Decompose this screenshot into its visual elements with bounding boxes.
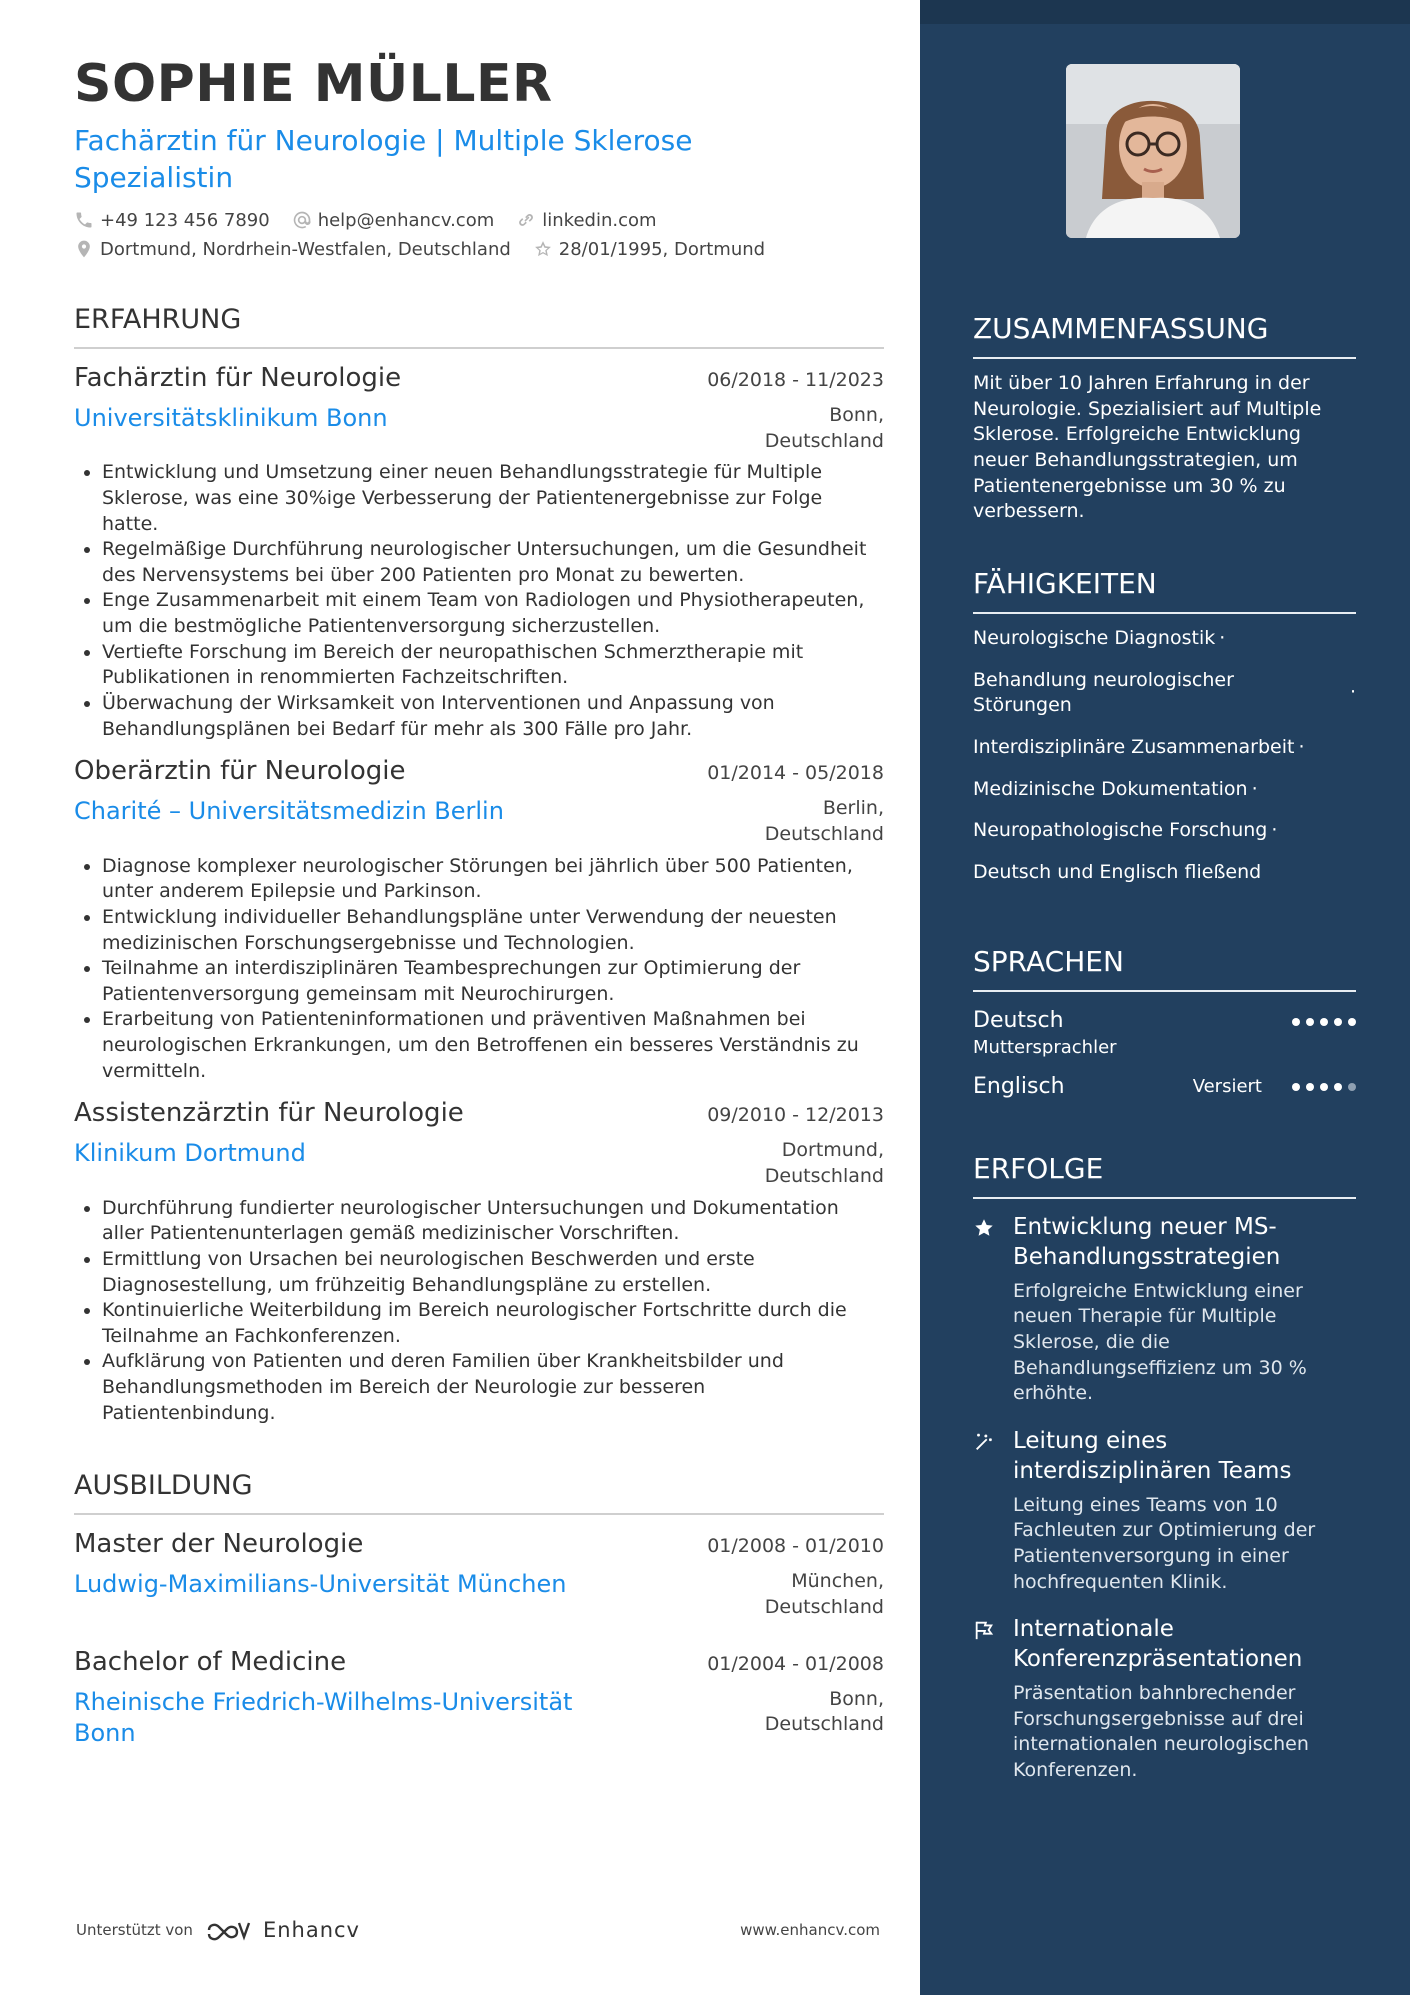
language-item [973,1074,1356,1099]
flag-icon [973,1619,995,1641]
skill-label: Neurologische Diagnostik [973,627,1216,649]
contact-info [74,210,884,260]
job-bullets [74,854,884,1085]
job-dates: 06/2018 - 11/2023 [707,368,884,391]
email-contact[interactable] [292,210,495,231]
location-pin-icon [74,239,94,259]
education-entry [74,1647,884,1749]
linkedin-link: linkedin.com [542,209,657,231]
avatar [1066,64,1240,238]
headline: Fachärztin für Neurologie | Multiple Sklerose Spezialistin [74,124,693,194]
achievement-desc: Präsentation bahnbrechender Forschungsergebnisse auf drei internationalen neurologischen Konferenzen. [1013,1682,1309,1782]
location-text: Dortmund, Nordrhein-Westfalen, Deutschland [100,238,511,260]
employer: Klinikum Dortmund [74,1139,306,1168]
bullet-item: • Durchführung fundierter neurologischer Untersuchungen und Dokumentation aller Patientenunterlagen gemäß medizinischer Vorschriften. [102,1196,884,1247]
bullet-item: • Erarbeitung von Patienteninformationen und präventiven Maßnahmen bei neurologischen Erkrankungen, um den Betroffenen ein besseres Verständnis zu vermitteln. [102,1007,884,1084]
job-title: Assistenzärztin für Neurologie [74,1098,464,1129]
languages-title: SPRACHEN [973,945,1356,992]
skill-item [973,626,1356,652]
skill-separator: · [1219,627,1226,649]
degree-title: Bachelor of Medicine [74,1646,347,1677]
bullet-item: • Teilnahme an interdisziplinären Teambesprechungen zur Optimierung der Patientenversorgung gemeinsam mit Neurochirurgen. [102,956,884,1007]
rating-dot-filled [1292,1083,1300,1091]
rating-dot-empty [1348,1083,1356,1091]
sidebar-top-bar [920,0,1410,24]
job-dates: 01/2014 - 05/2018 [707,762,884,785]
school-location: München, Deutschland [764,1570,884,1619]
rating-dot-filled [1306,1018,1314,1026]
language-name: Deutsch [973,1008,1064,1033]
achievement-item [973,1427,1356,1595]
school-location: Bonn, Deutschland [764,1687,884,1736]
brand-name: Enhancv [262,1918,360,1942]
bullet-item: • Aufklärung von Patienten und deren Familien über Krankheitsbilder und Behandlungsmethoden im Bereich der Neurologie zur besseren Patientenbindung. [102,1349,884,1426]
language-rating [1292,1083,1356,1091]
bullet-item: • Überwachung der Wirksamkeit von Interventionen und Anpassung von Behandlungsplänen bei Bedarf für mehr als 300 Fälle pro Jahr. [102,691,884,742]
skills-list [973,626,1356,885]
language-level: Versiert [1192,1076,1262,1097]
employer: Universitätsklinikum Bonn [74,403,388,432]
education-entry [74,1529,884,1620]
degree-title: Master der Neurologie [74,1529,364,1560]
language-level: Muttersprachler [973,1037,1117,1058]
linkedin-contact[interactable] [516,210,656,231]
candidate-name: SOPHIE MÜLLER [74,54,553,114]
skill-item [973,818,1356,844]
powered-by-label: Unterstützt von [76,1921,193,1939]
rating-dot-filled [1306,1083,1314,1091]
experience-entry [74,1098,884,1426]
bullet-item: • Regelmäßige Durchführung neurologischer Untersuchungen, um die Gesundheit des Nervensystems bei über 200 Patienten pro Monat zu bewerten. [102,537,884,588]
achievement-title: Entwicklung neuer MS-Behandlungsstrategien [1013,1214,1281,1270]
job-location: Dortmund, Deutschland [764,1139,884,1187]
bullet-item: • Vertiefte Forschung im Bereich der neuropathischen Schmerztherapie mit Publikationen in renommierten Fachzeitschriften. [102,640,884,691]
experience-title: ERFAHRUNG [74,304,884,349]
bullet-item: • Enge Zusammenarbeit mit einem Team von Radiologen und Physiotherapeuten, um die bestmögliche Patientenversorgung sicherzustellen. [102,588,884,639]
website-link[interactable]: www.enhancv.com [740,1921,880,1939]
bullet-item: • Entwicklung individueller Behandlungspläne unter Verwendung der neuesten medizinischen Forschungsergebnisse und Technologien. [102,905,884,956]
achievement-title: Internationale Konferenzpräsentationen [1013,1616,1303,1673]
main-column [74,56,884,1749]
skills-section [973,567,1356,901]
education-title: AUSBILDUNG [74,1470,884,1515]
bullet-item: • Ermittlung von Ursachen bei neurologischen Beschwerden und erste Diagnosestellung, um frühzeitig Behandlungspläne zu erstellen. [102,1247,884,1298]
employer: Charité – Universitätsmedizin Berlin [74,797,504,826]
profile-photo [1066,64,1240,238]
skill-label: Neuropathologische Forschung [973,819,1268,842]
bullet-item: • Entwicklung und Umsetzung einer neuen Behandlungsstrategie für Multiple Sklerose, was eine 30%ige Verbesserung der Patientenergebnisse zur Folge hatte. [102,460,884,537]
rating-dot-filled [1348,1018,1356,1026]
rating-dot-filled [1334,1083,1342,1091]
birth-contact [533,239,765,260]
skill-item [973,777,1356,803]
achievements-section [973,1152,1356,1784]
achievement-title: Leitung eines interdisziplinären Teams [1013,1427,1292,1484]
skills-title: FÄHIGKEITEN [973,567,1356,614]
job-title: Oberärztin für Neurologie [74,756,406,787]
languages-section [973,945,1356,1099]
skill-label: Deutsch und Englisch fließend [973,860,1262,883]
location-contact [74,239,511,260]
achievement-desc: Leitung eines Teams von 10 Fachleuten zur Optimierung der Patientenversorgung in einer hochfrequenten Klinik. [1013,1493,1316,1593]
star-icon [973,1217,995,1239]
education-section [74,1470,884,1749]
language-name: Englisch [973,1074,1065,1099]
skill-separator: · [1271,819,1278,842]
rating-dot-filled [1292,1018,1300,1026]
skill-item [973,735,1356,761]
phone-icon [74,210,94,230]
skill-label: Behandlung neurologischer Störungen [973,668,1234,717]
rating-dot-filled [1320,1018,1328,1026]
experience-entry [74,756,884,1084]
achievement-desc: Erfolgreiche Entwicklung einer neuen Therapie für Multiple Sklerose, die die Behandlungseffizienz um 30 % erhöhte. [1013,1279,1307,1405]
summary-section [973,312,1356,525]
skill-label: Medizinische Dokumentation [973,777,1248,800]
skill-item [973,668,1356,719]
link-icon [516,210,536,230]
at-icon [292,210,312,230]
education-dates: 01/2004 - 01/2008 [707,1652,884,1675]
achievement-item [973,1213,1356,1407]
achievement-item [973,1615,1356,1783]
job-bullets [74,1196,884,1427]
language-item [973,1008,1356,1058]
summary-title: ZUSAMMENFASSUNG [973,312,1356,359]
phone-contact[interactable] [74,210,270,231]
skill-label: Interdisziplinäre Zusammenarbeit [973,735,1295,758]
job-bullets [74,460,884,742]
email-address: help@enhancv.com [317,209,495,231]
skill-item [973,860,1356,886]
education-dates: 01/2008 - 01/2010 [707,1535,884,1558]
skill-separator: · [1251,777,1258,800]
summary-text: Mit über 10 Jahren Erfahrung in der Neurologie. Spezialisiert auf Multiple Sklerose. Erfolgreiche Entwicklung neuer Behandlungsstrategien, um Patientenergebnisse um 30 % zu verbessern. [973,372,1322,523]
school-name: Ludwig-Maximilians-Universität München [74,1570,567,1599]
footer [76,1918,880,1942]
skill-separator: · [1349,681,1356,704]
experience-entry [74,363,884,742]
language-rating [1292,1018,1356,1026]
achievements-title: ERFOLGE [973,1152,1356,1199]
birth-text: 28/01/1995, Dortmund [558,238,766,260]
rating-dot-filled [1320,1083,1328,1091]
phone-number: +49 123 456 7890 [100,209,270,231]
job-location: Berlin, Deutschland [764,797,884,845]
job-dates: 09/2010 - 12/2013 [707,1104,884,1127]
bullet-item: • Diagnose komplexer neurologischer Störungen bei jährlich über 500 Patienten, unter anderem Epilepsie und Parkinson. [102,854,884,905]
school-name: Rheinische Friedrich-Wilhelms-Universität Bonn [74,1687,573,1747]
job-title: Fachärztin für Neurologie [74,362,402,393]
experience-section [74,304,884,1426]
star-outline-icon [533,239,553,259]
skill-separator: · [1298,735,1305,758]
rating-dot-filled [1334,1018,1342,1026]
sidebar [920,0,1410,1995]
job-location: Bonn, Deutschland [764,403,884,452]
bullet-item: • Kontinuierliche Weiterbildung im Bereich neurologischer Fortschritte durch die Teilnahme an Fachkonferenzen. [102,1298,884,1349]
magic-wand-icon [973,1431,995,1453]
enhancv-logo-icon [205,1918,251,1942]
